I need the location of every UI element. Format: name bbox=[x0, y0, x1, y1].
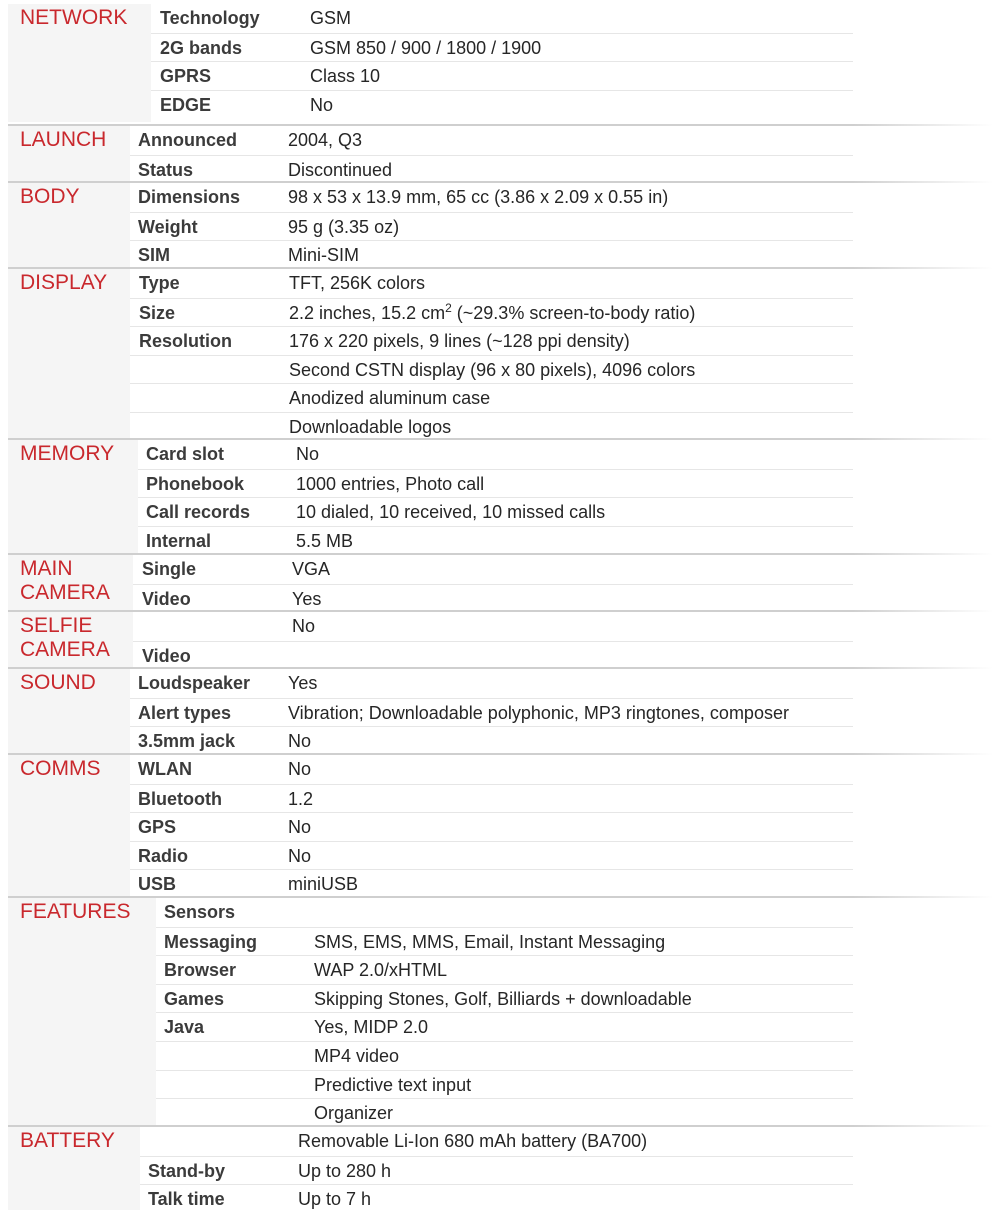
category-title bbox=[8, 126, 130, 181]
spec-value bbox=[310, 91, 333, 119]
spec-row bbox=[151, 4, 853, 32]
spec-value-text: Anodized aluminum case bbox=[289, 388, 491, 409]
spec-section bbox=[8, 610, 853, 667]
spec-section bbox=[8, 181, 853, 267]
category-title-line: BODY bbox=[20, 185, 80, 208]
category-title-line: NETWORK bbox=[20, 6, 128, 29]
spec-value bbox=[288, 699, 789, 727]
spec-value-text: No bbox=[296, 444, 320, 464]
spec-value bbox=[314, 1099, 393, 1127]
spec-value-text: Yes bbox=[292, 588, 322, 609]
spec-row bbox=[133, 584, 853, 613]
spec-label: Talk time bbox=[148, 1189, 225, 1210]
spec-row bbox=[130, 412, 853, 441]
spec-label: 2G bands bbox=[160, 37, 243, 58]
spec-value-text: 1.2 bbox=[288, 788, 314, 809]
spec-row bbox=[130, 669, 853, 697]
spec-value-text: 2.2 inches, 15.2 cm bbox=[289, 302, 446, 323]
spec-value-text: No bbox=[288, 817, 312, 838]
spec-row bbox=[156, 1012, 853, 1041]
spec-label: Radio bbox=[138, 845, 189, 866]
spec-value bbox=[314, 1071, 471, 1099]
spec-value bbox=[288, 213, 399, 241]
spec-value bbox=[289, 384, 490, 412]
spec-value bbox=[296, 470, 484, 498]
spec-value-text: No bbox=[288, 759, 312, 779]
spec-row bbox=[133, 641, 853, 670]
spec-row bbox=[156, 898, 853, 926]
spec-value bbox=[314, 956, 447, 984]
spec-row bbox=[130, 755, 853, 783]
spec-value-text: No bbox=[292, 616, 316, 636]
spec-value-text: TFT, 256K colors bbox=[289, 273, 426, 293]
spec-label: Browser bbox=[164, 960, 237, 981]
spec-label: Call records bbox=[146, 502, 251, 523]
spec-label: WLAN bbox=[138, 759, 192, 779]
spec-label: Internal bbox=[146, 530, 212, 551]
category-title-line: CAMERA bbox=[20, 581, 110, 604]
spec-value-text: Organizer bbox=[314, 1103, 394, 1124]
spec-row bbox=[140, 1127, 853, 1155]
spec-section bbox=[8, 124, 853, 181]
spec-value-text: 10 dialed, 10 received, 10 missed calls bbox=[296, 502, 606, 523]
spec-value bbox=[289, 356, 695, 384]
category-title-line: FEATURES bbox=[20, 900, 131, 923]
spec-section bbox=[8, 753, 853, 896]
category-title-line: SOUND bbox=[20, 671, 96, 694]
spec-value bbox=[298, 1185, 371, 1213]
spec-label: Messaging bbox=[164, 931, 258, 952]
spec-value bbox=[298, 1157, 391, 1185]
spec-value-text: Downloadable logos bbox=[289, 417, 452, 437]
spec-label: Stand-by bbox=[148, 1160, 226, 1181]
spec-label: Bluetooth bbox=[138, 788, 222, 809]
spec-section bbox=[8, 1125, 853, 1210]
spec-row bbox=[156, 1041, 853, 1070]
spec-row bbox=[156, 984, 853, 1013]
spec-value-text: 5.5 MB bbox=[296, 530, 354, 551]
spec-row bbox=[156, 927, 853, 956]
spec-value bbox=[288, 727, 311, 755]
category-title bbox=[8, 555, 133, 610]
spec-value bbox=[288, 842, 311, 870]
spec-section bbox=[8, 667, 853, 753]
spec-row bbox=[130, 212, 853, 241]
spec-label: Weight bbox=[138, 216, 198, 237]
spec-value bbox=[314, 928, 665, 956]
spec-value-text: Up to 280 h bbox=[298, 1160, 392, 1181]
spec-value-text: GSM 850 / 900 / 1800 / 1900 bbox=[310, 37, 542, 58]
spec-label: Status bbox=[138, 159, 194, 180]
spec-label: Video bbox=[142, 588, 191, 609]
spec-value-text: No bbox=[310, 94, 334, 115]
spec-value bbox=[289, 269, 425, 297]
category-title bbox=[8, 669, 130, 753]
spec-row bbox=[140, 1156, 853, 1185]
spec-value-text: WAP 2.0/xHTML bbox=[314, 960, 448, 981]
spec-value bbox=[289, 413, 451, 441]
spec-row bbox=[130, 869, 853, 898]
spec-value-text: miniUSB bbox=[288, 874, 359, 895]
spec-row bbox=[130, 698, 853, 727]
spec-value-text: GSM bbox=[310, 8, 352, 28]
category-title-line: COMMS bbox=[20, 757, 101, 780]
spec-value bbox=[288, 755, 311, 783]
spec-value bbox=[296, 527, 353, 555]
spec-label: EDGE bbox=[160, 94, 212, 115]
spec-row bbox=[130, 841, 853, 870]
spec-section bbox=[8, 553, 853, 610]
spec-label: Size bbox=[139, 302, 176, 323]
spec-value bbox=[288, 183, 668, 211]
spec-label: Announced bbox=[138, 130, 237, 150]
spec-value bbox=[289, 327, 630, 355]
spec-label: 3.5mm jack bbox=[138, 731, 236, 752]
spec-value-text: SMS, EMS, MMS, Email, Instant Messaging bbox=[314, 931, 666, 952]
spec-label: Dimensions bbox=[138, 187, 241, 207]
spec-value-text: 176 x 220 pixels, 9 lines (~128 ppi density) bbox=[289, 331, 630, 352]
spec-value-text: Removable Li-Ion 680 mAh battery (BA700) bbox=[298, 1131, 648, 1151]
spec-row bbox=[130, 355, 853, 384]
spec-value bbox=[292, 612, 315, 640]
spec-row bbox=[130, 383, 853, 412]
category-title bbox=[8, 269, 130, 438]
spec-value bbox=[314, 1042, 399, 1070]
category-title-line: DISPLAY bbox=[20, 271, 108, 294]
spec-value-superscript: 2 bbox=[445, 300, 452, 315]
spec-row bbox=[130, 812, 853, 841]
spec-value bbox=[296, 498, 605, 526]
spec-row bbox=[130, 784, 853, 813]
spec-label: Games bbox=[164, 988, 225, 1009]
spec-label: Phonebook bbox=[146, 473, 244, 494]
spec-value-text: Mini-SIM bbox=[288, 245, 359, 266]
spec-value-text: Class 10 bbox=[310, 66, 381, 87]
category-title-line: CAMERA bbox=[20, 638, 110, 661]
spec-value-text: 95 g (3.35 oz) bbox=[288, 216, 400, 237]
category-title-line: LAUNCH bbox=[20, 128, 107, 151]
category-title bbox=[8, 612, 133, 667]
spec-row bbox=[130, 298, 853, 327]
spec-label: Single bbox=[142, 559, 197, 579]
spec-row bbox=[130, 126, 853, 154]
spec-value-text-after: (~29.3% screen-to-body ratio) bbox=[451, 302, 696, 323]
category-title bbox=[8, 755, 130, 896]
category-title-line: MEMORY bbox=[20, 442, 115, 465]
spec-label: Technology bbox=[160, 8, 260, 28]
spec-row bbox=[156, 1070, 853, 1099]
spec-value-text: No bbox=[288, 731, 312, 752]
category-title bbox=[8, 4, 151, 122]
spec-value bbox=[288, 126, 362, 154]
category-title-line: BATTERY bbox=[20, 1129, 115, 1152]
spec-row bbox=[133, 555, 853, 583]
spec-row bbox=[156, 1098, 853, 1127]
spec-value-text: Vibration; Downloadable polyphonic, MP3 ringtones, composer bbox=[288, 702, 789, 723]
spec-value bbox=[288, 870, 358, 898]
spec-row bbox=[156, 955, 853, 984]
spec-row bbox=[130, 183, 853, 211]
spec-value-text: 2004, Q3 bbox=[288, 130, 363, 150]
spec-row bbox=[138, 469, 853, 498]
spec-value bbox=[288, 669, 317, 697]
spec-row bbox=[130, 726, 853, 755]
spec-value bbox=[292, 585, 321, 613]
spec-label: Card slot bbox=[146, 444, 225, 464]
spec-row bbox=[151, 61, 853, 90]
spec-value bbox=[298, 1127, 647, 1155]
spec-value bbox=[310, 4, 351, 32]
spec-label: GPRS bbox=[160, 66, 212, 87]
spec-value-text: Second CSTN display (96 x 80 pixels), 4096 colors bbox=[289, 359, 696, 380]
spec-value-text: 98 x 53 x 13.9 mm, 65 cc (3.86 x 2.09 x 0.55 in) bbox=[288, 187, 669, 207]
spec-section bbox=[8, 267, 853, 438]
spec-value-text: 1000 entries, Photo call bbox=[296, 473, 485, 494]
spec-row bbox=[138, 497, 853, 526]
spec-label: Alert types bbox=[138, 702, 232, 723]
spec-value-text: Up to 7 h bbox=[298, 1189, 372, 1210]
spec-label: GPS bbox=[138, 817, 177, 838]
spec-value bbox=[310, 62, 380, 90]
spec-value bbox=[288, 813, 311, 841]
category-title-line: MAIN bbox=[20, 557, 73, 580]
spec-value-text: No bbox=[288, 845, 312, 866]
spec-label: Video bbox=[142, 645, 191, 666]
spec-value bbox=[288, 156, 392, 184]
spec-value bbox=[314, 985, 692, 1013]
spec-row bbox=[140, 1184, 853, 1213]
spec-value-text: Discontinued bbox=[288, 159, 393, 180]
spec-label: SIM bbox=[138, 245, 171, 266]
spec-value-text: MP4 video bbox=[314, 1046, 400, 1066]
spec-row bbox=[138, 440, 853, 468]
spec-value-text: Yes bbox=[288, 673, 318, 693]
spec-value bbox=[289, 299, 695, 327]
category-title bbox=[8, 183, 130, 267]
category-title bbox=[8, 898, 156, 1125]
spec-label: Loudspeaker bbox=[138, 673, 251, 693]
spec-row bbox=[151, 90, 853, 119]
category-title-line: SELFIE bbox=[20, 614, 93, 637]
spec-row bbox=[138, 526, 853, 555]
spec-row bbox=[130, 326, 853, 355]
spec-section bbox=[8, 438, 853, 553]
spec-value bbox=[292, 555, 330, 583]
spec-value-text: Yes, MIDP 2.0 bbox=[314, 1017, 429, 1038]
spec-value-text: Predictive text input bbox=[314, 1074, 472, 1095]
spec-value bbox=[314, 1013, 428, 1041]
spec-row bbox=[133, 612, 853, 640]
spec-row bbox=[130, 240, 853, 269]
spec-label: Resolution bbox=[139, 331, 232, 352]
spec-section bbox=[8, 4, 853, 122]
spec-row bbox=[151, 33, 853, 62]
spec-row bbox=[130, 269, 853, 297]
spec-value bbox=[296, 440, 319, 468]
spec-label: Sensors bbox=[164, 902, 236, 922]
spec-row bbox=[130, 155, 853, 184]
spec-label: Java bbox=[164, 1017, 205, 1038]
spec-value bbox=[310, 34, 541, 62]
category-title bbox=[8, 1127, 140, 1210]
spec-value bbox=[288, 241, 359, 269]
spec-value-text: Skipping Stones, Golf, Billiards + downloadable bbox=[314, 988, 692, 1009]
spec-label: Type bbox=[139, 273, 180, 293]
spec-value bbox=[288, 785, 313, 813]
spec-label: USB bbox=[138, 874, 177, 895]
spec-value-text: VGA bbox=[292, 559, 331, 579]
category-title bbox=[8, 440, 138, 553]
spec-section bbox=[8, 896, 853, 1125]
